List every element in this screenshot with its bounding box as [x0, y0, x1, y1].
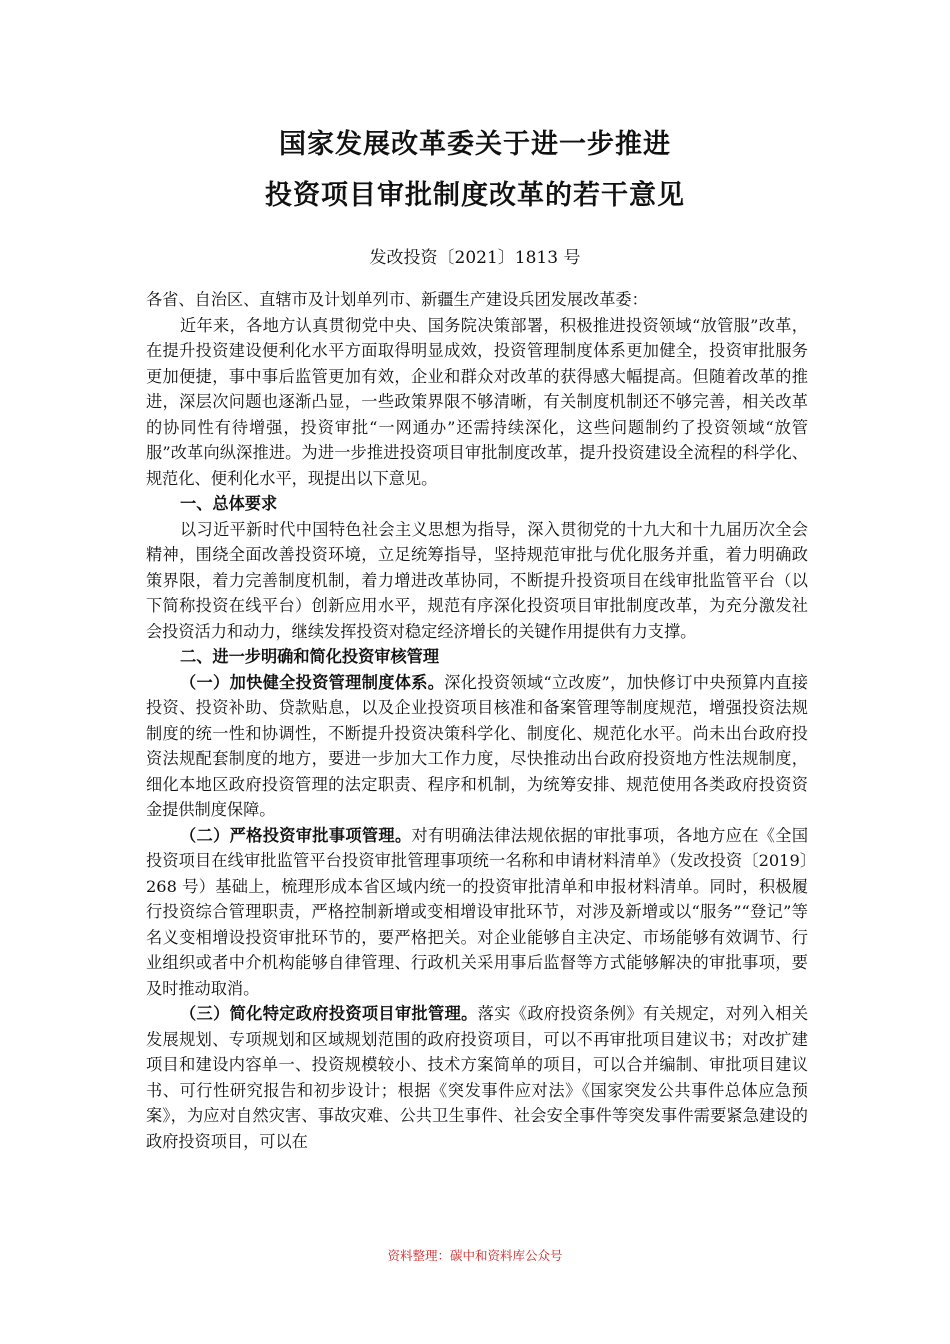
salutation: 各省、自治区、直辖市及计划单列市、新疆生产建设兵团发展改革委：	[146, 290, 648, 309]
item-1-text: 深化投资领域“立改废”，加快修订中央预算内直接投资、投资补助、贷款贴息，以及企业投资项目核准和备案管理等制度规范，增强投资法规制度的统一性和协调性，不断提升投资决策科学化、制度化、规范化水平。尚未出台政府投资法规配套制度的地方，要进一步加大工作力度，尽快推动出台政府投资地方性法规制度，细化本地区政府投资管理的法定职责、程序和机制，为统筹安排、规范使用各类政府投资资金提供制度保障。	[146, 672, 808, 819]
item-1-heading: （一）加快健全投资管理制度体系。	[180, 672, 445, 692]
title-line-2: 投资项目审批制度改革的若干意见	[265, 180, 685, 211]
item-2-heading: （二）严格投资审批事项管理。	[180, 825, 412, 845]
title-line-1: 国家发展改革委关于进一步推进	[279, 129, 671, 160]
item-2-paragraph	[146, 823, 808, 1002]
item-3-text: 落实《政府投资条例》有关规定，对列入相关发展规划、专项规划和区域规划范围的政府投资项目，可以不再审批项目建议书；对改扩建项目和建设内容单一、投资规模较小、技术方案简单的项目，可以合并编制、审批项目建议书、可行性研究报告和初步设计；根据《突发事件应对法》《国家突发公共事件总体应急预案》，为应对自然灾害、事故灾难、公共卫生事件、社会安全事件等突发事件需要紧急建设的政府投资项目，可以在	[146, 1004, 809, 1151]
document-body	[146, 287, 808, 1154]
intro-paragraph: 近年来，各地方认真贯彻党中央、国务院决策部署，积极推进投资领域“放管服”改革，在提升投资建设便利化水平方面取得明显成效，投资管理制度体系更加健全，投资审批服务更加便捷，事中事后监管更加有效，企业和群众对改革的获得感大幅提高。但随着改革的推进，深层次问题也逐渐凸显，一些政策界限不够清晰，有关制度机制还不够完善，相关改革的协同性有待增强，投资审批“一网通办”还需持续深化，这些问题制约了投资领域“放管服”改革向纵深推进。为进一步推进投资项目审批制度改革，提升投资建设全流程的科学化、规范化、便利化水平，现提出以下意见。	[146, 315, 808, 488]
item-3-paragraph	[146, 1001, 808, 1154]
item-3-heading: （三）简化特定政府投资项目审批管理。	[180, 1004, 478, 1023]
section-2-heading: 二、进一步明确和简化投资审核管理	[180, 647, 440, 666]
section-1-heading: 一、总体要求	[180, 494, 278, 513]
item-1-paragraph	[146, 670, 808, 823]
footer-source-note: 资料整理：碳中和资料库公众号	[387, 1248, 563, 1263]
item-2-text: 对有明确法律法规依据的审批事项，各地方应在《全国投资项目在线审批监管平台投资审批管理事项统一名称和申请材料清单》（发改投资〔2019〕268 号）基础上，梳理形成本省区域内统一的投资审批清单和申报材料清单。同时，积极履行投资综合管理职责，严格控制新增或变相增设审批环节，对涉及新增或以“服务”“登记”等名义变相增设投资审批环节的，要严格把关。对企业能够自主决定、市场能够有效调节、行业组织或者中介机构能够自律管理、行政机关采用事后监督等方式能够解决的审批事项，要及时推动取消。	[146, 825, 809, 998]
document-number: 发改投资〔2021〕1813 号	[369, 248, 581, 268]
section-1-paragraph: 以习近平新时代中国特色社会主义思想为指导，深入贯彻党的十九大和十九届历次全会精神，围绕全面改善投资环境，立足统筹指导，坚持规范审批与优化服务并重，着力明确政策界限，着力完善制度机制，着力增进改革协同，不断提升投资项目在线审批监管平台（以下简称投资在线平台）创新应用水平，规范有序深化投资项目审批制度改革，为充分激发社会投资活力和动力，继续发挥投资对稳定经济增长的关键作用提供有力支撑。	[146, 519, 808, 641]
